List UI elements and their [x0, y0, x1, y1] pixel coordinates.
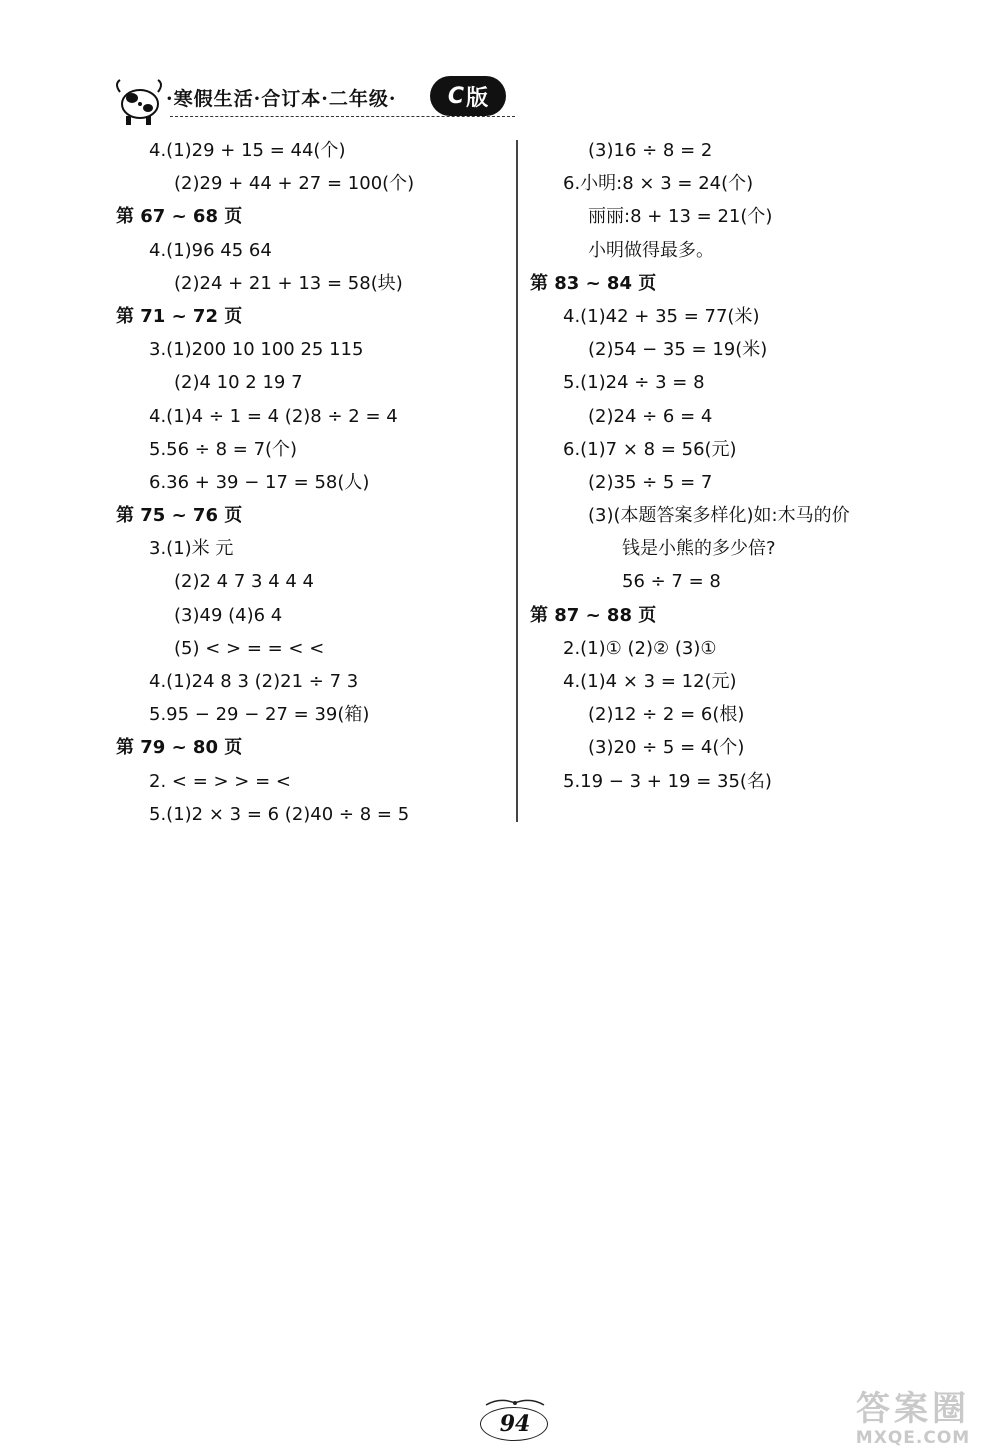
answer-line: 56 ÷ 7 = 8 [622, 571, 721, 593]
page-range-heading: 第 83 ~ 84 页 [530, 272, 657, 294]
answer-line: 2.(1)① (2)② (3)① [563, 637, 717, 659]
cow-mascot-icon [110, 74, 168, 126]
page-range-heading: 第 71 ~ 72 页 [116, 305, 243, 327]
answer-line: (2)24 + 21 + 13 = 58(块) [174, 272, 403, 294]
answer-line: 6.36 + 39 − 17 = 58(人) [149, 471, 370, 493]
answer-line: 4.(1)4 × 3 = 12(元) [563, 671, 737, 692]
page-range-heading: 第 75 ~ 76 页 [116, 505, 243, 527]
site-watermark [828, 1390, 998, 1452]
answer-line: 4.(1)24 8 3 (2)21 ÷ 7 3 [149, 671, 359, 692]
answer-line: (2)29 + 44 + 27 = 100(个) [174, 173, 415, 195]
right-column [530, 134, 940, 798]
answer-line: 丽丽:8 + 13 = 21(个) [588, 206, 773, 228]
answer-line: 2. < = > > = < [149, 770, 291, 792]
column-divider [516, 140, 518, 822]
answer-line: 4.(1)42 + 35 = 77(米) [563, 305, 760, 327]
answer-line: (5) < > = = < < [174, 637, 325, 659]
answer-line: 小明做得最多。 [588, 239, 714, 261]
page-number-text: 94 [499, 1411, 531, 1437]
page-header [100, 70, 520, 130]
answer-line: 5.56 ÷ 8 = 7(个) [149, 438, 298, 460]
edition-badge [430, 76, 506, 116]
watermark-top: 答案圈 [856, 1389, 970, 1429]
page-range-heading: 第 87 ~ 88 页 [530, 604, 657, 626]
answer-line: 4.(1)29 + 15 = 44(个) [149, 140, 346, 161]
answer-line: (2)12 ÷ 2 = 6(根) [588, 704, 745, 726]
answer-line: (2)24 ÷ 6 = 4 [588, 405, 713, 427]
answer-line: 5.19 − 3 + 19 = 35(名) [563, 770, 772, 792]
page-number [480, 1405, 550, 1445]
answer-line: (2)35 ÷ 5 = 7 [588, 471, 713, 493]
answer-line: 6.(1)7 × 8 = 56(元) [563, 438, 737, 460]
answer-line: 5.(1)2 × 3 = 6 (2)40 ÷ 8 = 5 [149, 803, 410, 825]
page-range-heading: 第 79 ~ 80 页 [116, 737, 243, 759]
answer-line: 3.(1)200 10 100 25 115 [149, 339, 364, 361]
answer-line: 4.(1)96 45 64 [149, 239, 272, 261]
answer-line: 5.95 − 29 − 27 = 39(箱) [149, 704, 370, 726]
header-dashed-rule [170, 116, 515, 117]
answer-line: (2)4 10 2 19 7 [174, 372, 303, 394]
edition-letter: C [447, 83, 465, 109]
answer-line: 6.小明:8 × 3 = 24(个) [563, 173, 754, 195]
answer-line: (2)2 4 7 3 4 4 4 [174, 571, 314, 593]
answer-line: (3)16 ÷ 8 = 2 [588, 140, 713, 161]
watermark-bottom: MXQE.COM [855, 1428, 971, 1448]
answer-line: 4.(1)4 ÷ 1 = 4 (2)8 ÷ 2 = 4 [149, 405, 398, 427]
answer-line: 5.(1)24 ÷ 3 = 8 [563, 372, 705, 394]
answer-line: (2)54 − 35 = 19(米) [588, 339, 768, 361]
header-title: ·寒假生活·合订本·二年级· [166, 88, 397, 110]
answer-line: 钱是小熊的多少倍? [622, 538, 776, 560]
answer-line: (3)(本题答案多样化)如:木马的价 [588, 505, 850, 527]
answer-line: (3)20 ÷ 5 = 4(个) [588, 737, 745, 759]
edition-text: 版 [466, 85, 489, 111]
left-column [116, 134, 506, 831]
answer-line: (3)49 (4)6 4 [174, 604, 283, 626]
answer-line: 3.(1)米 元 [149, 538, 234, 560]
page-range-heading: 第 67 ~ 68 页 [116, 206, 243, 228]
